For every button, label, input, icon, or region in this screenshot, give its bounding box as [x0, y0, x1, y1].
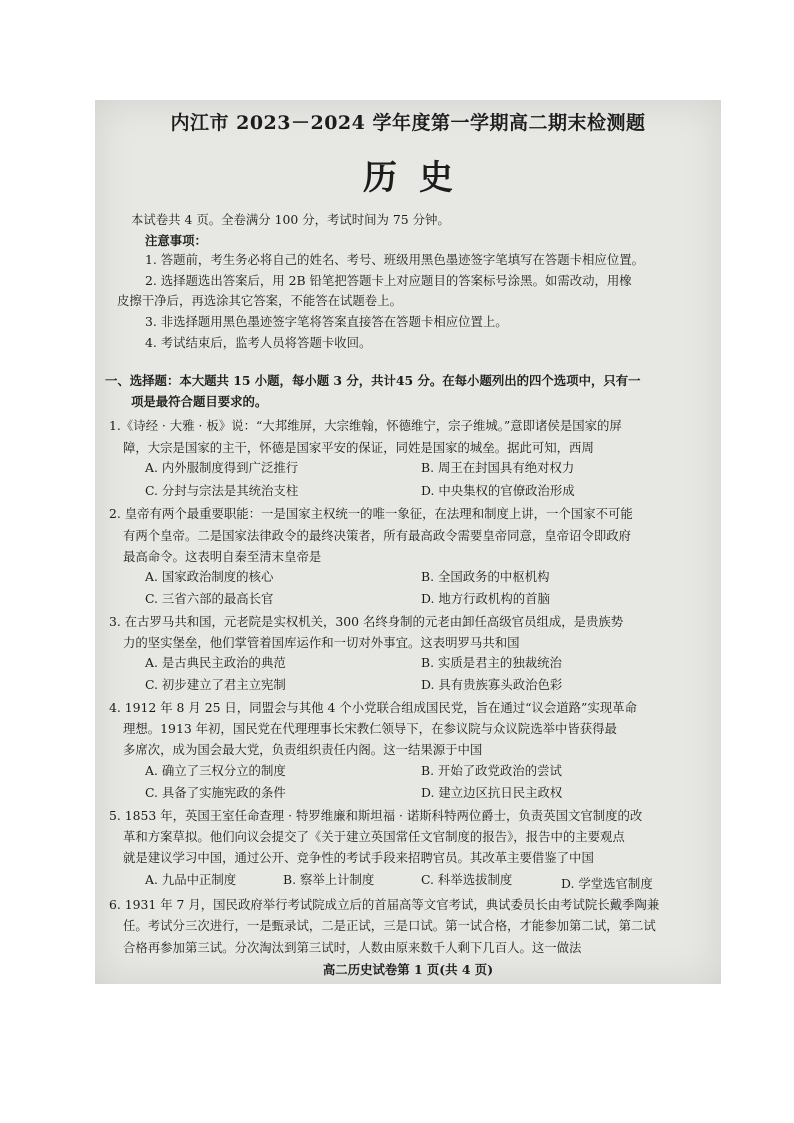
notes-heading: 注意事项：: [145, 233, 207, 248]
question-stem: 2. 皇帝有两个最重要职能：一是国家主权统一的唯一象征，在法理和制度上讲，一个国家不可能: [109, 506, 633, 521]
question-stem: 就是建议学习中国，通过公开、竞争性的考试手段来招聘官员。其改革主要借鉴了中国: [123, 850, 594, 865]
exam-page: [95, 100, 721, 984]
question-stem: 4. 1912 年 8 月 25 日，同盟会与其他 4 个小党联合组成国民党，旨在通过“议会道路”实现革命: [109, 700, 637, 715]
option-c: C. 三省六部的最高长官: [145, 591, 274, 606]
question-stem: 任。考试分三次进行，一是甄录试，二是正试，三是口试。第一试合格，才能参加第二试，第二试: [123, 918, 656, 933]
option-a: A. 国家政治制度的核心: [145, 569, 274, 584]
option-d: D. 学堂选官制度: [561, 876, 653, 891]
option-c: C. 具备了实施宪政的条件: [145, 785, 286, 800]
note-line: 3. 非选择题用黑色墨迹签字笔将答案直接答在答题卡相应位置上。: [145, 314, 508, 329]
option-a: A. 九品中正制度: [145, 872, 237, 887]
option-d: D. 中央集权的官僚政治形成: [421, 483, 575, 498]
question-stem: 障，大宗是国家的主干，怀德是国家平安的保证，同姓是国家的城垒。据此可知，西周: [123, 440, 594, 455]
option-c: C. 分封与宗法是其统治支柱: [145, 483, 299, 498]
option-d: D. 具有贵族寡头政治色彩: [421, 677, 563, 692]
option-c: C. 科举选拔制度: [421, 872, 513, 887]
option-b: B. 察举上计制度: [283, 872, 375, 887]
page-footer: 高二历史试卷第 1 页(共 4 页): [322, 962, 494, 977]
question-stem: 有两个皇帝。二是国家法律政令的最终决策者，所有最高政令需要皇帝同意，皇帝诏令即政府: [123, 528, 632, 543]
question-stem: 合格再参加第三试。分次淘汰到第三试时，人数由原来数千人剩下几百人。这一做法: [123, 940, 582, 955]
question-stem: 力的坚实堡垒，他们掌管着国库运作和一切对外事宜。这表明罗马共和国: [123, 635, 520, 650]
exam-title: 内江市 2023－2024 学年度第一学期高二期末检测题: [170, 112, 646, 134]
option-b: B. 周王在封国具有绝对权力: [421, 460, 575, 475]
option-b: B. 全国政务的中枢机构: [421, 569, 550, 584]
subject-title: 历史: [363, 158, 475, 198]
section-heading: 项是最符合题目要求的。: [131, 394, 268, 409]
note-line: 皮擦干净后，再选涂其它答案，不能答在试题卷上。: [117, 293, 402, 308]
note-line: 2. 选择题选出答案后，用 2B 铅笔把答题卡上对应题目的答案标号涂黑。如需改动，用橡: [145, 273, 632, 288]
option-b: B. 开始了政党政治的尝试: [421, 763, 562, 778]
question-stem: 1.《诗经 · 大雅 · 板》说：“大邦维屏，大宗维翰，怀德维宁，宗子维城。”意即诸侯是国家的屏: [109, 418, 622, 433]
question-stem: 理想。1913 年初，国民党在代理理事长宋教仁领导下，在参议院与众议院选举中皆获得最: [123, 721, 617, 736]
section-heading: 一、选择题：本大题共 15 小题，每小题 3 分，共计45 分。在每小题列出的四个选项中，只有一: [105, 373, 641, 388]
option-d: D. 建立边区抗日民主政权: [421, 785, 563, 800]
option-d: D. 地方行政机构的首脑: [421, 591, 550, 606]
intro-text: 本试卷共 4 页。全卷满分 100 分，考试时间为 75 分钟。: [131, 212, 450, 227]
question-stem: 革和方案草拟。他们向议会提交了《关于建立英国常任文官制度的报告》，报告中的主要观点: [123, 829, 625, 844]
question-stem: 3. 在古罗马共和国，元老院是实权机关，300 名终身制的元老由卸任高级官员组成，是贵族势: [109, 614, 624, 629]
option-b: B. 实质是君主的独裁统治: [421, 655, 562, 670]
question-stem: 多席次，成为国会最大党，负责组织责任内阁。这一结果源于中国: [123, 742, 483, 757]
note-line: 4. 考试结束后，监考人员将答题卡收回。: [145, 335, 372, 350]
option-a: A. 内外服制度得到广泛推行: [145, 460, 299, 475]
option-c: C. 初步建立了君主立宪制: [145, 677, 286, 692]
option-a: A. 是古典民主政治的典范: [145, 655, 286, 670]
option-a: A. 确立了三权分立的制度: [145, 763, 286, 778]
note-line: 1. 答题前，考生务必将自己的姓名、考号、班级用黑色墨迹签字笔填写在答题卡相应位置。: [145, 252, 644, 267]
question-stem: 最高命令。这表明自秦至清末皇帝是: [123, 549, 322, 564]
question-stem: 5. 1853 年，英国王室任命查理 · 特罗维廉和斯坦福 · 诺斯科特两位爵士，负责英国文官制度的改: [109, 808, 643, 823]
question-stem: 6. 1931 年 7 月，国民政府举行考试院成立后的首届高等文官考试，典试委员长由考试院长戴季陶兼: [109, 897, 660, 912]
